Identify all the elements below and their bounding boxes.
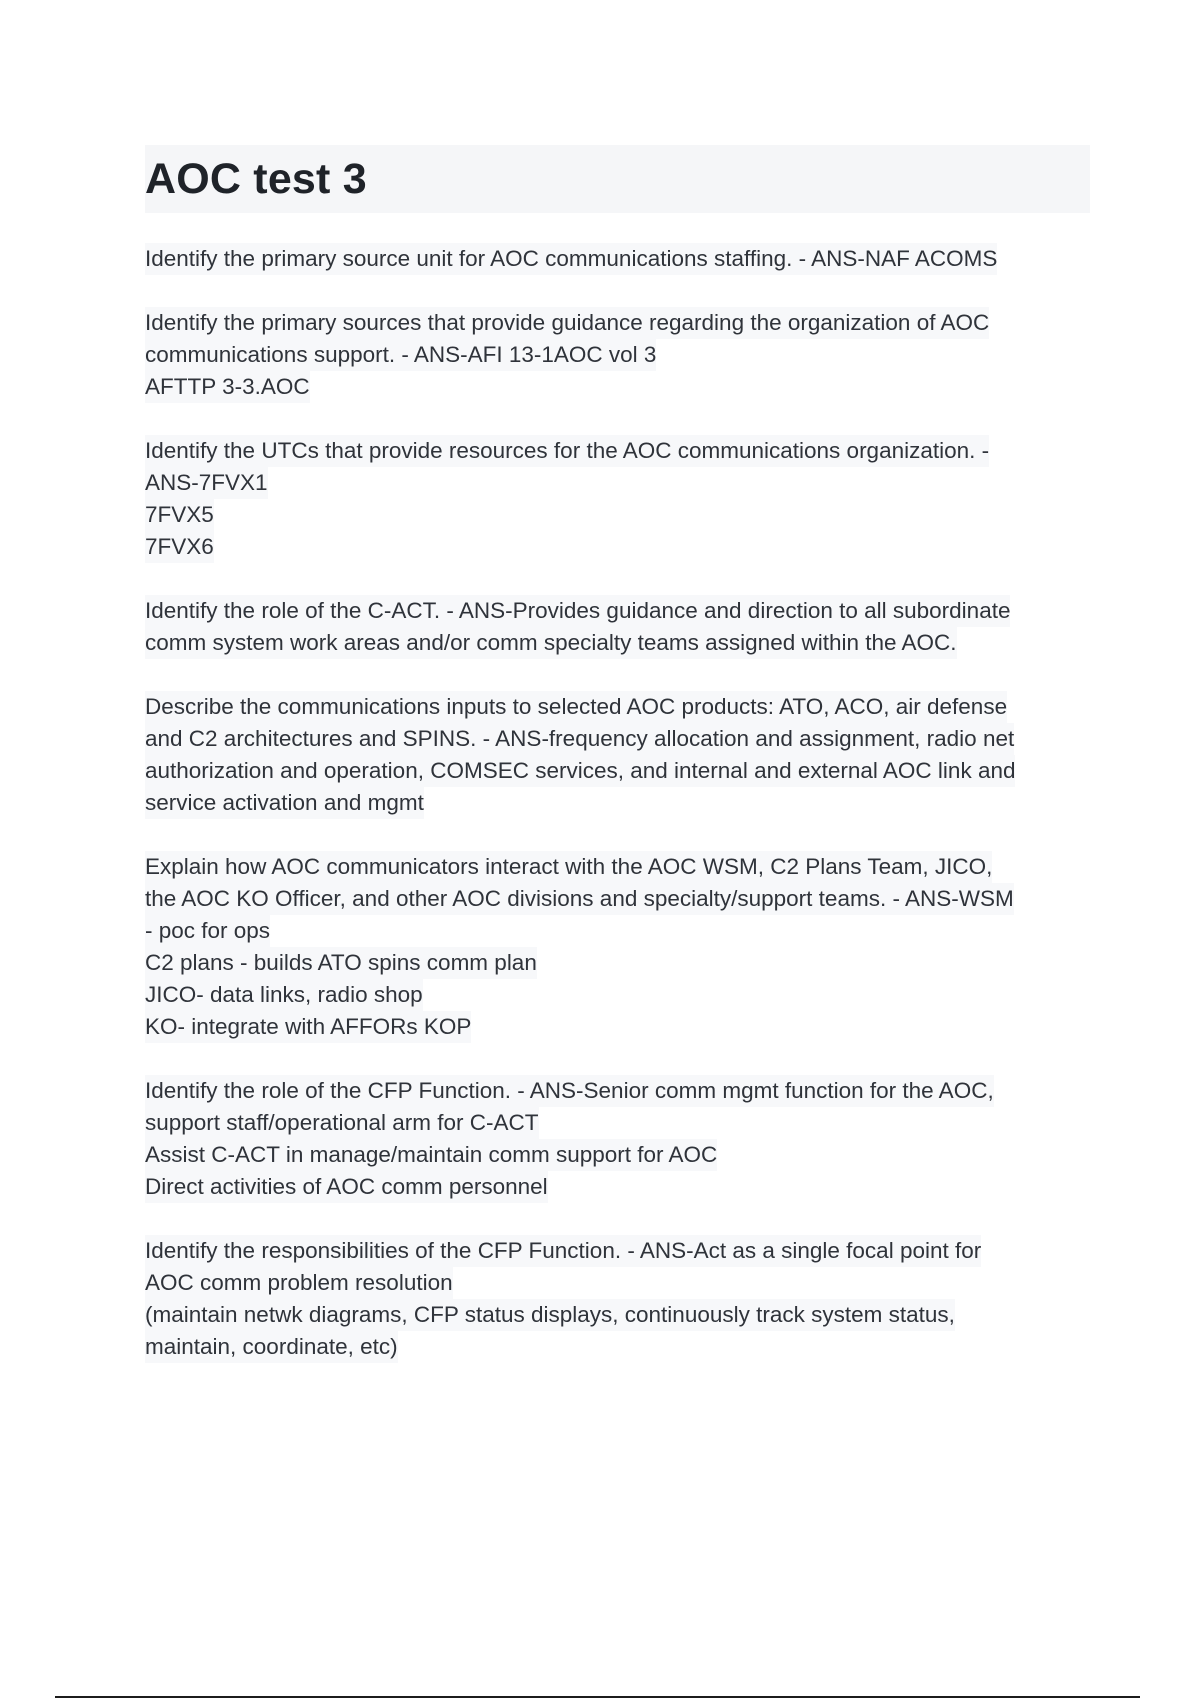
qa-item xyxy=(145,307,1090,403)
qa-text-line: Direct activities of AOC comm personnel xyxy=(145,1171,548,1203)
qa-item xyxy=(145,1235,1090,1363)
qa-text-line: Identify the primary sources that provide guidance regarding the organization of AOC xyxy=(145,307,989,339)
qa-text-line: JICO- data links, radio shop xyxy=(145,979,423,1011)
qa-text-line: Explain how AOC communicators interact with the AOC WSM, C2 Plans Team, JICO, xyxy=(145,851,992,883)
qa-text-line: Identify the primary source unit for AOC communications staffing. - ANS-NAF ACOMS xyxy=(145,243,997,275)
qa-list xyxy=(145,243,1090,1363)
title-block xyxy=(145,145,1090,213)
qa-text-line: 7FVX6 xyxy=(145,531,214,563)
qa-text-line: AFTTP 3-3.AOC xyxy=(145,371,310,403)
qa-text-line: Identify the responsibilities of the CFP Function. - ANS-Act as a single focal point for xyxy=(145,1235,981,1267)
qa-item xyxy=(145,435,1090,563)
qa-text-line: and C2 architectures and SPINS. - ANS-frequency allocation and assignment, radio net xyxy=(145,723,1014,755)
qa-text-line: Identify the role of the C-ACT. - ANS-Provides guidance and direction to all subordinate xyxy=(145,595,1010,627)
qa-text-line: KO- integrate with AFFORs KOP xyxy=(145,1011,471,1043)
document-page xyxy=(145,145,1090,1395)
qa-item xyxy=(145,1075,1090,1203)
qa-text-line: communications support. - ANS-AFI 13-1AOC vol 3 xyxy=(145,339,656,371)
qa-text-line: service activation and mgmt xyxy=(145,787,424,819)
qa-text-line: (maintain netwk diagrams, CFP status displays, continuously track system status, xyxy=(145,1299,955,1331)
qa-text-line: - poc for ops xyxy=(145,915,270,947)
page-title: AOC test 3 xyxy=(145,154,367,203)
qa-text-line: comm system work areas and/or comm specialty teams assigned within the AOC. xyxy=(145,627,957,659)
qa-text-line: AOC comm problem resolution xyxy=(145,1267,453,1299)
qa-text-line: ANS-7FVX1 xyxy=(145,467,268,499)
qa-text-line: authorization and operation, COMSEC services, and internal and external AOC link and xyxy=(145,755,1015,787)
qa-item xyxy=(145,243,1090,275)
qa-text-line: C2 plans - builds ATO spins comm plan xyxy=(145,947,537,979)
qa-text-line: Identify the role of the CFP Function. - ANS-Senior comm mgmt function for the AOC, xyxy=(145,1075,994,1107)
qa-text-line: Describe the communications inputs to selected AOC products: ATO, ACO, air defense xyxy=(145,691,1007,723)
qa-item xyxy=(145,851,1090,1043)
qa-text-line: support staff/operational arm for C-ACT xyxy=(145,1107,539,1139)
qa-text-line: maintain, coordinate, etc) xyxy=(145,1331,398,1363)
qa-text-line: the AOC KO Officer, and other AOC divisions and specialty/support teams. - ANS-WSM xyxy=(145,883,1014,915)
qa-text-line: 7FVX5 xyxy=(145,499,214,531)
qa-item xyxy=(145,691,1090,819)
qa-text-line: Assist C-ACT in manage/maintain comm support for AOC xyxy=(145,1139,717,1171)
qa-item xyxy=(145,595,1090,659)
footer-divider xyxy=(55,1696,1140,1698)
qa-text-line: Identify the UTCs that provide resources for the AOC communications organization. - xyxy=(145,435,989,467)
